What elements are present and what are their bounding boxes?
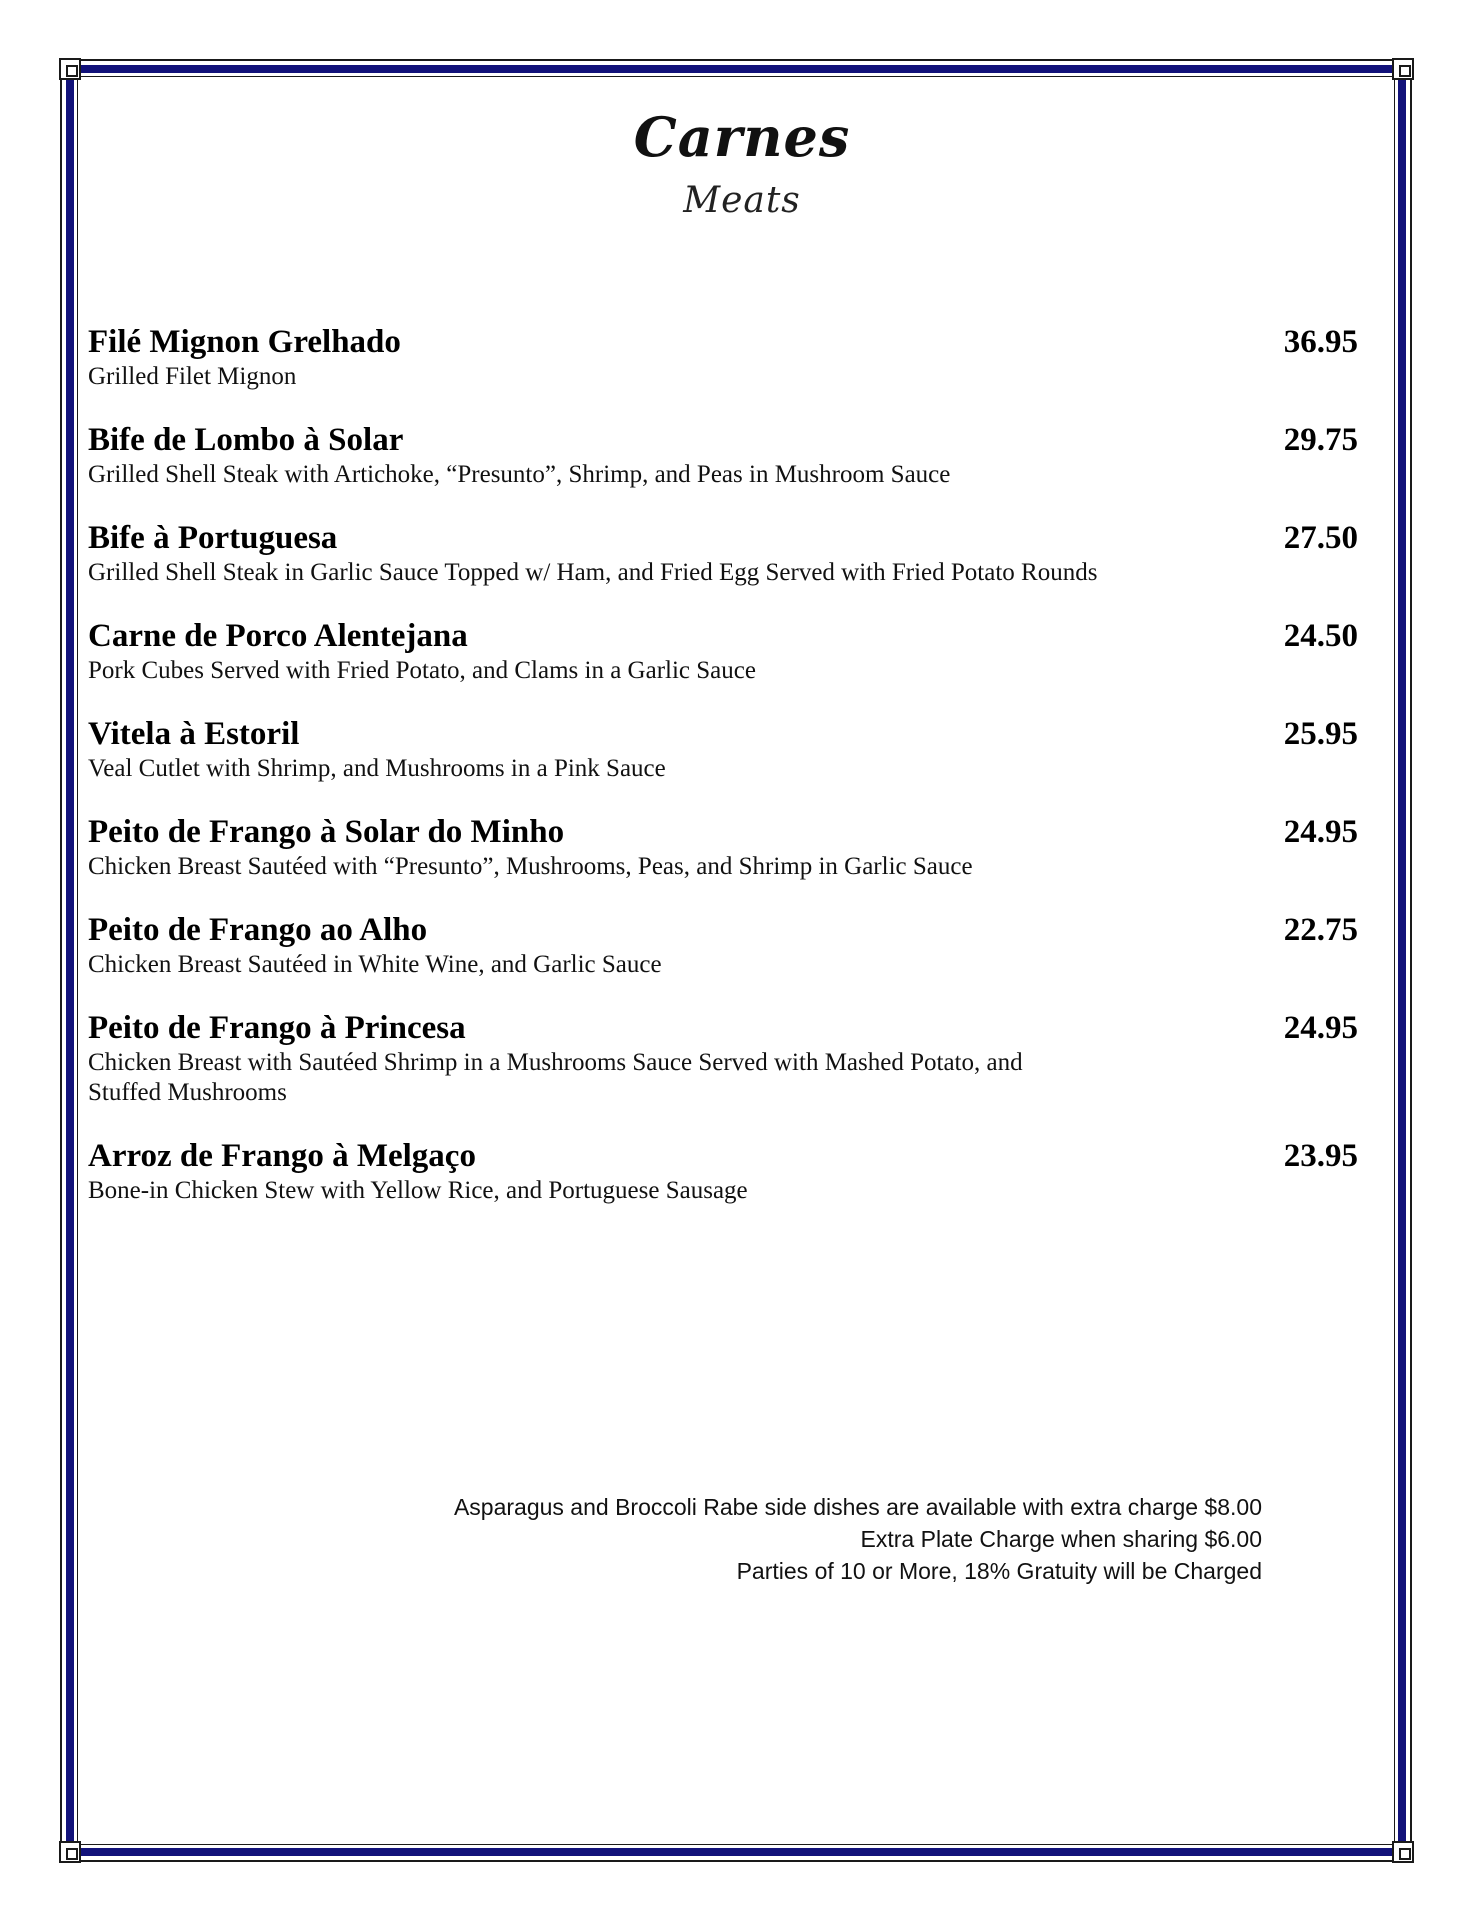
menu-item-description: Bone-in Chicken Stew with Yellow Rice, and Portuguese Sausage (88, 1177, 748, 1204)
menu-item-description: Grilled Shell Steak in Garlic Sauce Topped w/ Ham, and Fried Egg Served with Fried Potato Rounds (88, 559, 1098, 586)
menu-item-price: 36.95 (1283, 324, 1358, 360)
corner-ornament-top-right (1392, 58, 1414, 80)
corner-ornament-bottom-right (1392, 1841, 1414, 1863)
menu-item-price: 24.50 (1283, 618, 1358, 654)
menu-item-name: Arroz de Frango à Melgaço (88, 1138, 476, 1174)
menu-item-description: Pork Cubes Served with Fried Potato, and Clams in a Garlic Sauce (88, 657, 756, 684)
menu-item (88, 322, 1358, 392)
corner-ornament-bottom-left (59, 1841, 81, 1863)
menu-item-price: 25.95 (1283, 716, 1358, 752)
menu-item-description: Chicken Breast Sautéed in White Wine, and Garlic Sauce (88, 951, 662, 978)
menu-item-price: 24.95 (1283, 814, 1358, 850)
menu-notes (300, 1491, 1262, 1587)
menu-list (88, 322, 1358, 1234)
menu-item (88, 518, 1358, 588)
menu-item (88, 1136, 1358, 1206)
menu-item-price: 23.95 (1283, 1138, 1358, 1174)
menu-item-description: Chicken Breast Sautéed with “Presunto”, Mushrooms, Peas, and Shrimp in Garlic Sauce (88, 853, 973, 880)
note-gratuity: Parties of 10 or More, 18% Gratuity will be Charged (736, 1558, 1262, 1584)
corner-ornament-top-left (59, 58, 81, 80)
menu-item-name: Peito de Frango à Princesa (88, 1010, 466, 1046)
menu-item-description: Grilled Filet Mignon (88, 363, 297, 390)
menu-item (88, 616, 1358, 686)
note-side-dishes: Asparagus and Broccoli Rabe side dishes are available with extra charge $8.00 (453, 1494, 1262, 1520)
menu-item-price: 22.75 (1283, 912, 1358, 948)
menu-item-name: Peito de Frango à Solar do Minho (88, 814, 565, 850)
menu-item (88, 812, 1358, 882)
menu-item-name: Bife de Lombo à Solar (88, 422, 404, 458)
menu-item (88, 420, 1358, 490)
menu-item-name: Bife à Portuguesa (88, 520, 338, 556)
menu-item-description: Veal Cutlet with Shrimp, and Mushrooms in a Pink Sauce (88, 755, 666, 782)
note-extra-plate: Extra Plate Charge when sharing $6.00 (860, 1526, 1262, 1552)
menu-item-price: 27.50 (1283, 520, 1358, 556)
menu-item-name: Vitela à Estoril (88, 716, 300, 752)
menu-item (88, 1008, 1358, 1108)
page-subtitle: Meats (683, 180, 801, 221)
menu-item-price: 29.75 (1283, 422, 1358, 458)
menu-item (88, 910, 1358, 980)
menu-item-name: Filé Mignon Grelhado (88, 324, 401, 360)
menu-item (88, 714, 1358, 784)
menu-item-name: Carne de Porco Alentejana (88, 618, 468, 654)
menu-item-description: Grilled Shell Steak with Artichoke, “Presunto”, Shrimp, and Peas in Mushroom Sauce (88, 461, 951, 488)
menu-item-price: 24.95 (1283, 1010, 1358, 1046)
menu-item-description: Chicken Breast with Sautéed Shrimp in a Mushrooms Sauce Served with Mashed Potato, and Stuffed Mushrooms (88, 1049, 1023, 1106)
page-title: Carnes (633, 105, 851, 169)
menu-item-name: Peito de Frango ao Alho (88, 912, 428, 948)
